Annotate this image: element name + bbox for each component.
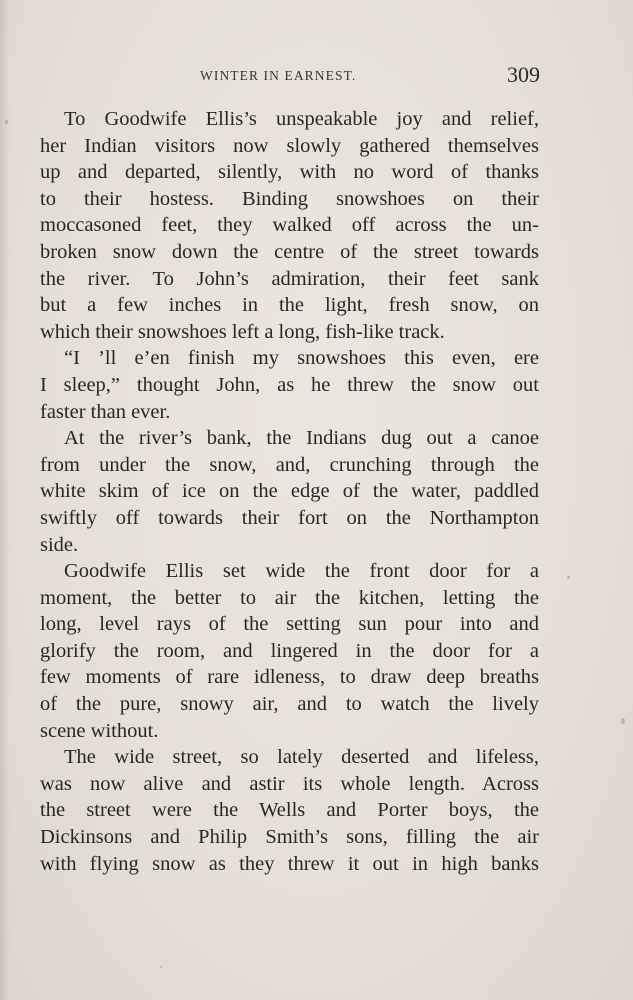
text-line-4: to their hostess. Binding snowshoes on their	[40, 187, 539, 210]
page-header	[40, 62, 540, 92]
text-line-22: few moments of rare idleness, to draw deep breaths	[40, 666, 539, 689]
text-line-12: faster than ever.	[40, 400, 171, 423]
text-line-2: her Indian visitors now slowly gathered themselves	[40, 134, 539, 157]
text-line-18: Goodwife Ellis set wide the front door for a	[64, 560, 539, 583]
text-line-6: broken snow down the centre of the street towards	[40, 240, 539, 263]
spine-shadow	[0, 0, 10, 1000]
paper-speck	[621, 718, 625, 724]
text-line-24: scene without.	[40, 719, 159, 742]
text-line-15: white skim of ice on the edge of the water, paddled	[40, 480, 539, 503]
text-line-19: moment, the better to air the kitchen, letting the	[40, 586, 539, 609]
text-line-21: glorify the room, and lingered in the door for a	[40, 639, 539, 662]
text-line-9: which their snowshoes left a long, fish-like track.	[40, 320, 445, 343]
text-line-7: the river. To John’s admiration, their feet sank	[40, 267, 539, 290]
text-line-13: At the river’s bank, the Indians dug out a canoe	[64, 427, 539, 450]
paper-speck	[5, 120, 8, 124]
text-line-10: “I ’ll e’en finish my snowshoes this even, ere	[64, 347, 539, 370]
body-text	[40, 106, 539, 877]
text-line-17: side.	[40, 533, 79, 556]
text-line-20: long, level rays of the setting sun pour into and	[40, 613, 539, 636]
text-line-27: the street were the Wells and Porter boys, the	[40, 799, 539, 822]
text-line-29: with flying snow as they threw it out in high banks	[40, 852, 539, 875]
text-line-28: Dickinsons and Philip Smith’s sons, filling the air	[40, 826, 539, 849]
text-line-26: was now alive and astir its whole length. Across	[40, 772, 539, 795]
text-line-11: I sleep,” thought John, as he threw the snow out	[40, 373, 539, 396]
page-number: 309	[507, 62, 540, 87]
text-line-16: swiftly off towards their fort on the Northampton	[40, 506, 539, 529]
text-line-25: The wide street, so lately deserted and lifeless,	[64, 746, 539, 769]
paper-speck	[567, 576, 570, 579]
running-head: WINTER IN EARNEST.	[200, 68, 357, 83]
text-line-1: To Goodwife Ellis’s unspeakable joy and relief,	[64, 108, 539, 130]
text-line-5: moccasoned feet, they walked off across the un-	[40, 214, 539, 237]
text-line-23: of the pure, snowy air, and to watch the lively	[40, 693, 539, 716]
text-line-14: from under the snow, and, crunching through the	[40, 453, 539, 476]
text-line-3: up and departed, silently, with no word of thanks	[40, 161, 539, 184]
text-line-8: but a few inches in the light, fresh snow, on	[40, 294, 539, 317]
paper-speck	[160, 966, 162, 968]
